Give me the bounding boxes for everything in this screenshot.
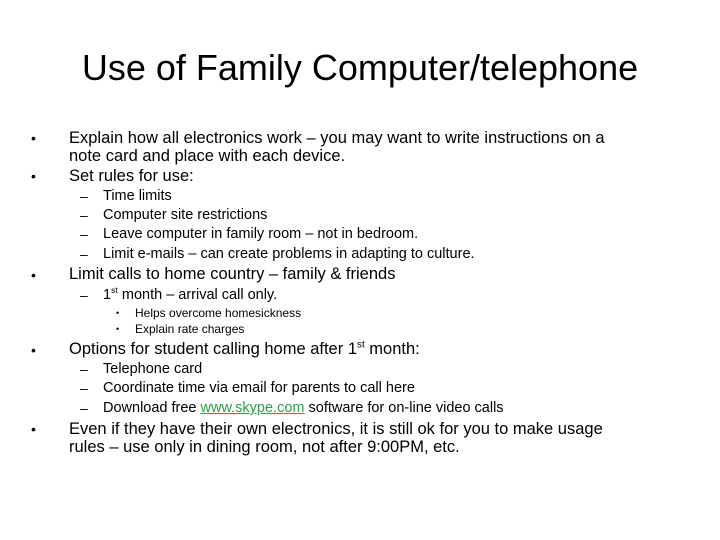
bullet: • bbox=[31, 267, 36, 283]
dash: – bbox=[80, 188, 88, 204]
explain-line-1: Explain how all electronics work – you may want to write instructions on a bbox=[69, 129, 605, 147]
options-text bbox=[69, 340, 420, 358]
telephone-card-text: Telephone card bbox=[103, 361, 203, 377]
own-electronics-line-2: rules – use only in dining room, not after 9:00PM, etc. bbox=[69, 438, 460, 456]
small-bullet: • bbox=[116, 324, 120, 334]
dash: – bbox=[80, 361, 88, 377]
own-electronics-line-1: Even if they have their own electronics, it is still ok for you to make usage bbox=[69, 420, 603, 438]
rate-charges-text: Explain rate charges bbox=[135, 322, 245, 336]
small-bullet: • bbox=[116, 308, 120, 318]
bullet: • bbox=[31, 421, 36, 437]
site-restrictions-text: Computer site restrictions bbox=[103, 207, 268, 223]
explain-line-2: note card and place with each device. bbox=[69, 147, 346, 165]
dash: – bbox=[80, 287, 88, 303]
download-text bbox=[103, 399, 504, 417]
coordinate-time-text: Coordinate time via email for parents to call here bbox=[103, 380, 415, 396]
first-month-suffix: st bbox=[111, 285, 118, 296]
dash: – bbox=[80, 380, 88, 396]
set-rules-text: Set rules for use: bbox=[69, 167, 194, 185]
dash: – bbox=[80, 207, 88, 223]
dash: – bbox=[80, 246, 88, 262]
leave-computer-text: Leave computer in family room – not in bedroom. bbox=[103, 226, 419, 242]
time-limits-text: Time limits bbox=[103, 188, 172, 204]
bullet: • bbox=[31, 130, 36, 146]
options-text-end: month: bbox=[364, 340, 420, 358]
bullet: • bbox=[31, 168, 36, 184]
download-text-start: Download free bbox=[103, 400, 201, 416]
options-text-start: Options for student calling home after 1 bbox=[69, 340, 357, 358]
skype-link[interactable]: www.skype.com bbox=[200, 400, 305, 416]
slide-title: Use of Family Computer/telephone bbox=[81, 47, 639, 88]
bullet: • bbox=[31, 342, 36, 358]
dash: – bbox=[80, 226, 88, 242]
first-month-rest: month – arrival call only. bbox=[117, 287, 278, 303]
first-month-text bbox=[103, 286, 277, 304]
limit-calls-text: Limit calls to home country – family & friends bbox=[69, 265, 396, 283]
options-suffix: st bbox=[357, 339, 365, 351]
limit-email-text: Limit e-mails – can create problems in adapting to culture. bbox=[103, 246, 475, 262]
download-text-end: software for on-line video calls bbox=[304, 400, 504, 416]
dash: – bbox=[80, 400, 88, 416]
homesickness-text: Helps overcome homesickness bbox=[135, 306, 302, 320]
first-month-number: 1 bbox=[103, 287, 112, 303]
